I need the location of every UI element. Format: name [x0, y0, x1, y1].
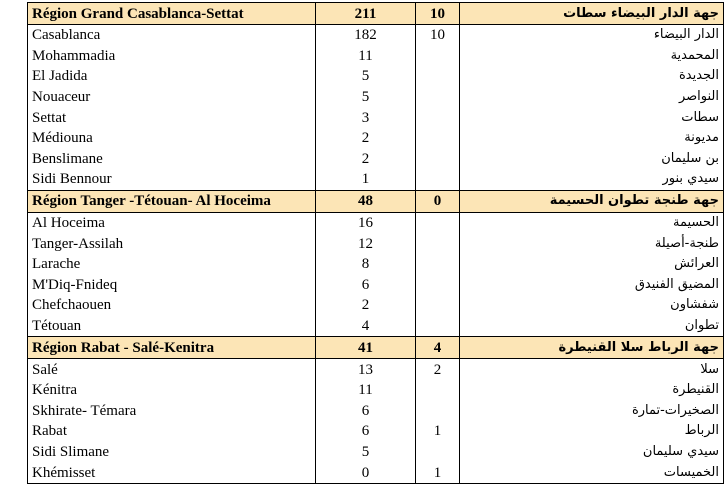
- table-row: [28, 359, 724, 380]
- city-name: M'Diq-Fnideq: [28, 275, 316, 296]
- city-total: 5: [316, 66, 416, 87]
- region-header-row: [28, 190, 724, 212]
- table-row: [28, 442, 724, 463]
- city-second-count: 10: [416, 25, 460, 46]
- region-second-count: 0: [416, 190, 460, 212]
- city-name: Salé: [28, 359, 316, 380]
- region-total: 211: [316, 3, 416, 25]
- city-name-arabic: القنيطرة: [460, 380, 724, 401]
- city-name: Sidi Slimane: [28, 442, 316, 463]
- city-second-count: [416, 107, 460, 128]
- city-name: Chefchaouen: [28, 295, 316, 316]
- city-name-arabic: سطات: [460, 107, 724, 128]
- city-total: 4: [316, 316, 416, 337]
- city-name-arabic: الرباط: [460, 421, 724, 442]
- city-name: Nouaceur: [28, 87, 316, 108]
- city-name: Larache: [28, 254, 316, 275]
- regional-case-table-container: [27, 2, 723, 484]
- city-name: Benslimane: [28, 149, 316, 170]
- table-row: [28, 295, 724, 316]
- region-header-row: [28, 337, 724, 359]
- city-name: Médiouna: [28, 128, 316, 149]
- city-name: Mohammadia: [28, 46, 316, 67]
- city-total: 2: [316, 149, 416, 170]
- city-name: Settat: [28, 107, 316, 128]
- city-name-arabic: تطوان: [460, 316, 724, 337]
- city-second-count: [416, 212, 460, 233]
- city-name-arabic: المحمدية: [460, 46, 724, 67]
- city-second-count: [416, 275, 460, 296]
- region-name-arabic: جهة الرباط سلا القنيطرة: [460, 337, 724, 359]
- city-second-count: [416, 128, 460, 149]
- table-row: [28, 316, 724, 337]
- city-second-count: [416, 401, 460, 422]
- city-second-count: [416, 380, 460, 401]
- city-name-arabic: سلا: [460, 359, 724, 380]
- table-row: [28, 421, 724, 442]
- region-total: 41: [316, 337, 416, 359]
- table-row: [28, 275, 724, 296]
- city-total: 6: [316, 421, 416, 442]
- city-name: Khémisset: [28, 462, 316, 483]
- city-name: Al Hoceima: [28, 212, 316, 233]
- table-row: [28, 401, 724, 422]
- region-name-arabic: جهة الدار البيضاء سطات: [460, 3, 724, 25]
- table-row: [28, 87, 724, 108]
- city-total: 1: [316, 169, 416, 190]
- city-name: El Jadida: [28, 66, 316, 87]
- city-name: Rabat: [28, 421, 316, 442]
- city-name-arabic: النواصر: [460, 87, 724, 108]
- region-header-row: [28, 3, 724, 25]
- city-name: Skhirate- Témara: [28, 401, 316, 422]
- city-second-count: [416, 254, 460, 275]
- table-row: [28, 128, 724, 149]
- city-name-arabic: شفشاون: [460, 295, 724, 316]
- city-name: Kénitra: [28, 380, 316, 401]
- city-second-count: [416, 169, 460, 190]
- city-total: 13: [316, 359, 416, 380]
- city-name-arabic: المضيق الفنيدق: [460, 275, 724, 296]
- city-total: 16: [316, 212, 416, 233]
- city-second-count: [416, 87, 460, 108]
- city-total: 11: [316, 380, 416, 401]
- region-name: Région Rabat - Salé-Kenitra: [28, 337, 316, 359]
- city-total: 6: [316, 275, 416, 296]
- table-row: [28, 169, 724, 190]
- city-second-count: [416, 442, 460, 463]
- city-name-arabic: طنجة-أصيلة: [460, 233, 724, 254]
- city-name-arabic: سيدي بنور: [460, 169, 724, 190]
- table-row: [28, 46, 724, 67]
- table-row: [28, 66, 724, 87]
- city-second-count: 1: [416, 421, 460, 442]
- table-row: [28, 380, 724, 401]
- region-name: Région Tanger -Tétouan- Al Hoceima: [28, 190, 316, 212]
- table-row: [28, 462, 724, 483]
- table-row: [28, 233, 724, 254]
- city-total: 2: [316, 128, 416, 149]
- city-total: 3: [316, 107, 416, 128]
- city-name-arabic: بن سليمان: [460, 149, 724, 170]
- city-second-count: [416, 316, 460, 337]
- city-total: 182: [316, 25, 416, 46]
- city-total: 6: [316, 401, 416, 422]
- city-name-arabic: العرائش: [460, 254, 724, 275]
- city-total: 11: [316, 46, 416, 67]
- city-second-count: [416, 233, 460, 254]
- region-name: Région Grand Casablanca-Settat: [28, 3, 316, 25]
- city-second-count: 2: [416, 359, 460, 380]
- city-name-arabic: الصخيرات-تمارة: [460, 401, 724, 422]
- city-total: 0: [316, 462, 416, 483]
- region-second-count: 10: [416, 3, 460, 25]
- table-row: [28, 149, 724, 170]
- city-second-count: [416, 149, 460, 170]
- table-row: [28, 254, 724, 275]
- city-second-count: 1: [416, 462, 460, 483]
- table-row: [28, 107, 724, 128]
- table-row: [28, 25, 724, 46]
- table-row: [28, 212, 724, 233]
- city-name-arabic: الحسيمة: [460, 212, 724, 233]
- region-second-count: 4: [416, 337, 460, 359]
- region-name-arabic: جهة طنجة تطوان الحسيمة: [460, 190, 724, 212]
- city-total: 5: [316, 87, 416, 108]
- city-second-count: [416, 66, 460, 87]
- city-name: Tanger-Assilah: [28, 233, 316, 254]
- city-total: 2: [316, 295, 416, 316]
- regional-case-table: [27, 2, 724, 484]
- city-name: Casablanca: [28, 25, 316, 46]
- city-name-arabic: الدار البيضاء: [460, 25, 724, 46]
- city-second-count: [416, 295, 460, 316]
- city-name: Tétouan: [28, 316, 316, 337]
- city-name-arabic: الجديدة: [460, 66, 724, 87]
- city-total: 12: [316, 233, 416, 254]
- city-name: Sidi Bennour: [28, 169, 316, 190]
- city-total: 5: [316, 442, 416, 463]
- city-total: 8: [316, 254, 416, 275]
- city-name-arabic: سيدي سليمان: [460, 442, 724, 463]
- table-body: [28, 3, 724, 484]
- city-name-arabic: مديونة: [460, 128, 724, 149]
- city-name-arabic: الخميسات: [460, 462, 724, 483]
- region-total: 48: [316, 190, 416, 212]
- city-second-count: [416, 46, 460, 67]
